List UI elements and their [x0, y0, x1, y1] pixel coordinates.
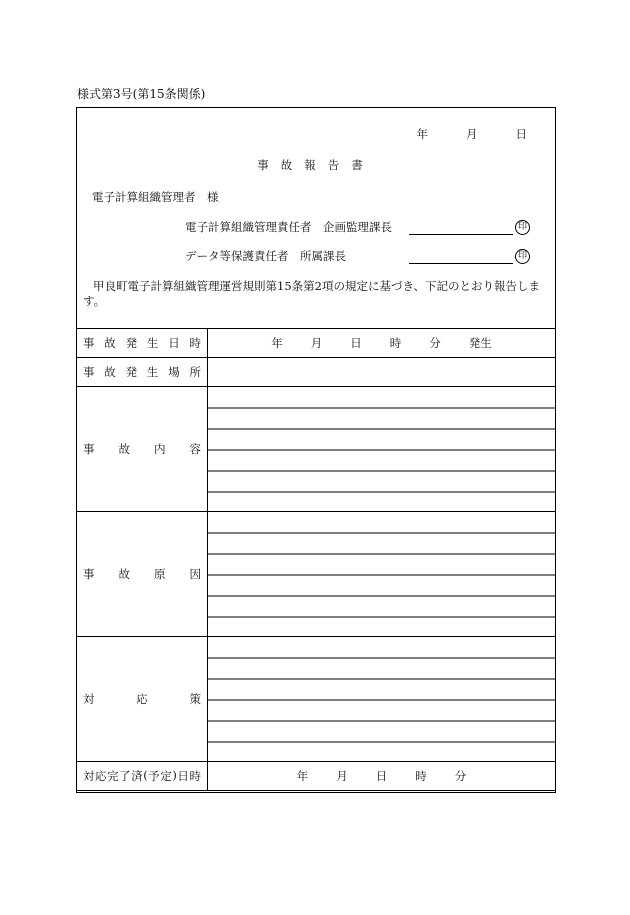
label-char: 策	[189, 692, 201, 706]
row-label-completion-datetime	[77, 762, 208, 791]
label-char: 了	[119, 769, 131, 783]
form-number: 様式第3号(第15条関係)	[77, 87, 206, 101]
row-label-content	[77, 387, 208, 512]
table-row	[77, 358, 556, 387]
report-date	[417, 126, 528, 142]
seal-icon: 印	[515, 249, 530, 264]
label-char: 時	[189, 769, 201, 783]
label-char: 場	[168, 365, 180, 379]
label-char: 事	[83, 442, 95, 456]
label-char: 日	[177, 769, 189, 783]
label-char: 対	[83, 769, 95, 783]
label-char: 時	[189, 336, 201, 350]
label-char: 済	[131, 769, 143, 783]
content-field[interactable]	[208, 387, 556, 512]
label-char: 故	[104, 365, 116, 379]
part-hour: 時	[389, 336, 402, 350]
label-chars	[83, 441, 201, 457]
label-char: 日	[168, 336, 180, 350]
label-chars	[83, 335, 201, 351]
part-minute: 分	[429, 336, 441, 350]
table-row	[77, 512, 556, 637]
countermeasure-field[interactable]	[208, 637, 556, 762]
signature-line[interactable]	[409, 220, 513, 235]
report-form	[76, 107, 556, 793]
report-table	[76, 328, 556, 791]
row-label-countermeasure	[77, 637, 208, 762]
label-char: )	[172, 768, 177, 782]
label-char: (	[143, 768, 148, 782]
label-char: 容	[189, 442, 201, 456]
part-year: 年	[296, 769, 309, 783]
part-year: 年	[271, 336, 283, 350]
table-row	[77, 762, 556, 791]
label-char: 所	[189, 365, 201, 379]
label-char: 応	[95, 769, 107, 783]
label-chars	[83, 566, 201, 582]
label-chars	[83, 364, 201, 380]
table-row	[77, 387, 556, 512]
label-char: 故	[104, 336, 116, 350]
cause-field[interactable]	[208, 512, 556, 637]
part-day: 日	[375, 769, 388, 783]
label-chars	[83, 768, 201, 784]
signatory-role: データ等保護責任者 所属課長	[185, 249, 346, 263]
date-year: 年	[416, 127, 428, 141]
part-minute: 分	[454, 769, 467, 783]
datetime-parts	[208, 768, 555, 784]
label-char: 発	[125, 336, 138, 350]
report-statement: 甲良町電子計算組織管理運営規則第15条第2項の規定に基づき、下記のとおり報告します。	[83, 279, 540, 308]
label-char: 因	[189, 567, 201, 581]
signature-line[interactable]	[409, 249, 513, 264]
table-row	[77, 637, 556, 762]
label-char: 定	[160, 769, 172, 783]
occurrence-datetime-field[interactable]	[208, 329, 556, 358]
seal-icon: 印	[515, 220, 530, 235]
occurrence-place-field[interactable]	[208, 358, 556, 387]
signature-data-protection	[185, 248, 530, 264]
part-month: 月	[336, 769, 348, 783]
label-char: 生	[146, 365, 159, 379]
label-char: 事	[83, 567, 95, 581]
document-title: 事故報告書	[257, 158, 375, 172]
signature-manager	[185, 219, 530, 235]
part-month: 月	[310, 336, 323, 350]
label-chars	[83, 691, 201, 707]
label-char: 対	[83, 692, 95, 706]
date-day: 日	[515, 127, 527, 141]
label-char: 応	[136, 692, 148, 706]
row-label-occurrence-datetime	[77, 329, 208, 358]
label-char: 事	[83, 365, 95, 379]
part-hour: 時	[415, 769, 427, 783]
label-char: 発	[125, 365, 138, 379]
row-label-cause	[77, 512, 208, 637]
signatory-role: 電子計算組織管理責任者 企画監理課長	[185, 220, 392, 234]
label-char: 事	[83, 336, 95, 350]
addressee: 電子計算組織管理者 様	[92, 190, 219, 204]
part-day: 日	[350, 336, 362, 350]
label-char: 故	[118, 567, 130, 581]
completion-datetime-field[interactable]	[208, 762, 556, 791]
label-char: 完	[107, 769, 119, 783]
label-char: 内	[154, 442, 166, 456]
label-char: 予	[148, 769, 160, 783]
label-char: 故	[118, 442, 130, 456]
part-occurred: 発生	[468, 336, 492, 350]
date-month: 月	[466, 127, 478, 141]
datetime-parts	[208, 335, 555, 351]
label-char: 原	[154, 567, 166, 581]
label-char: 生	[146, 336, 159, 350]
row-label-occurrence-place	[77, 358, 208, 387]
table-row	[77, 329, 556, 358]
